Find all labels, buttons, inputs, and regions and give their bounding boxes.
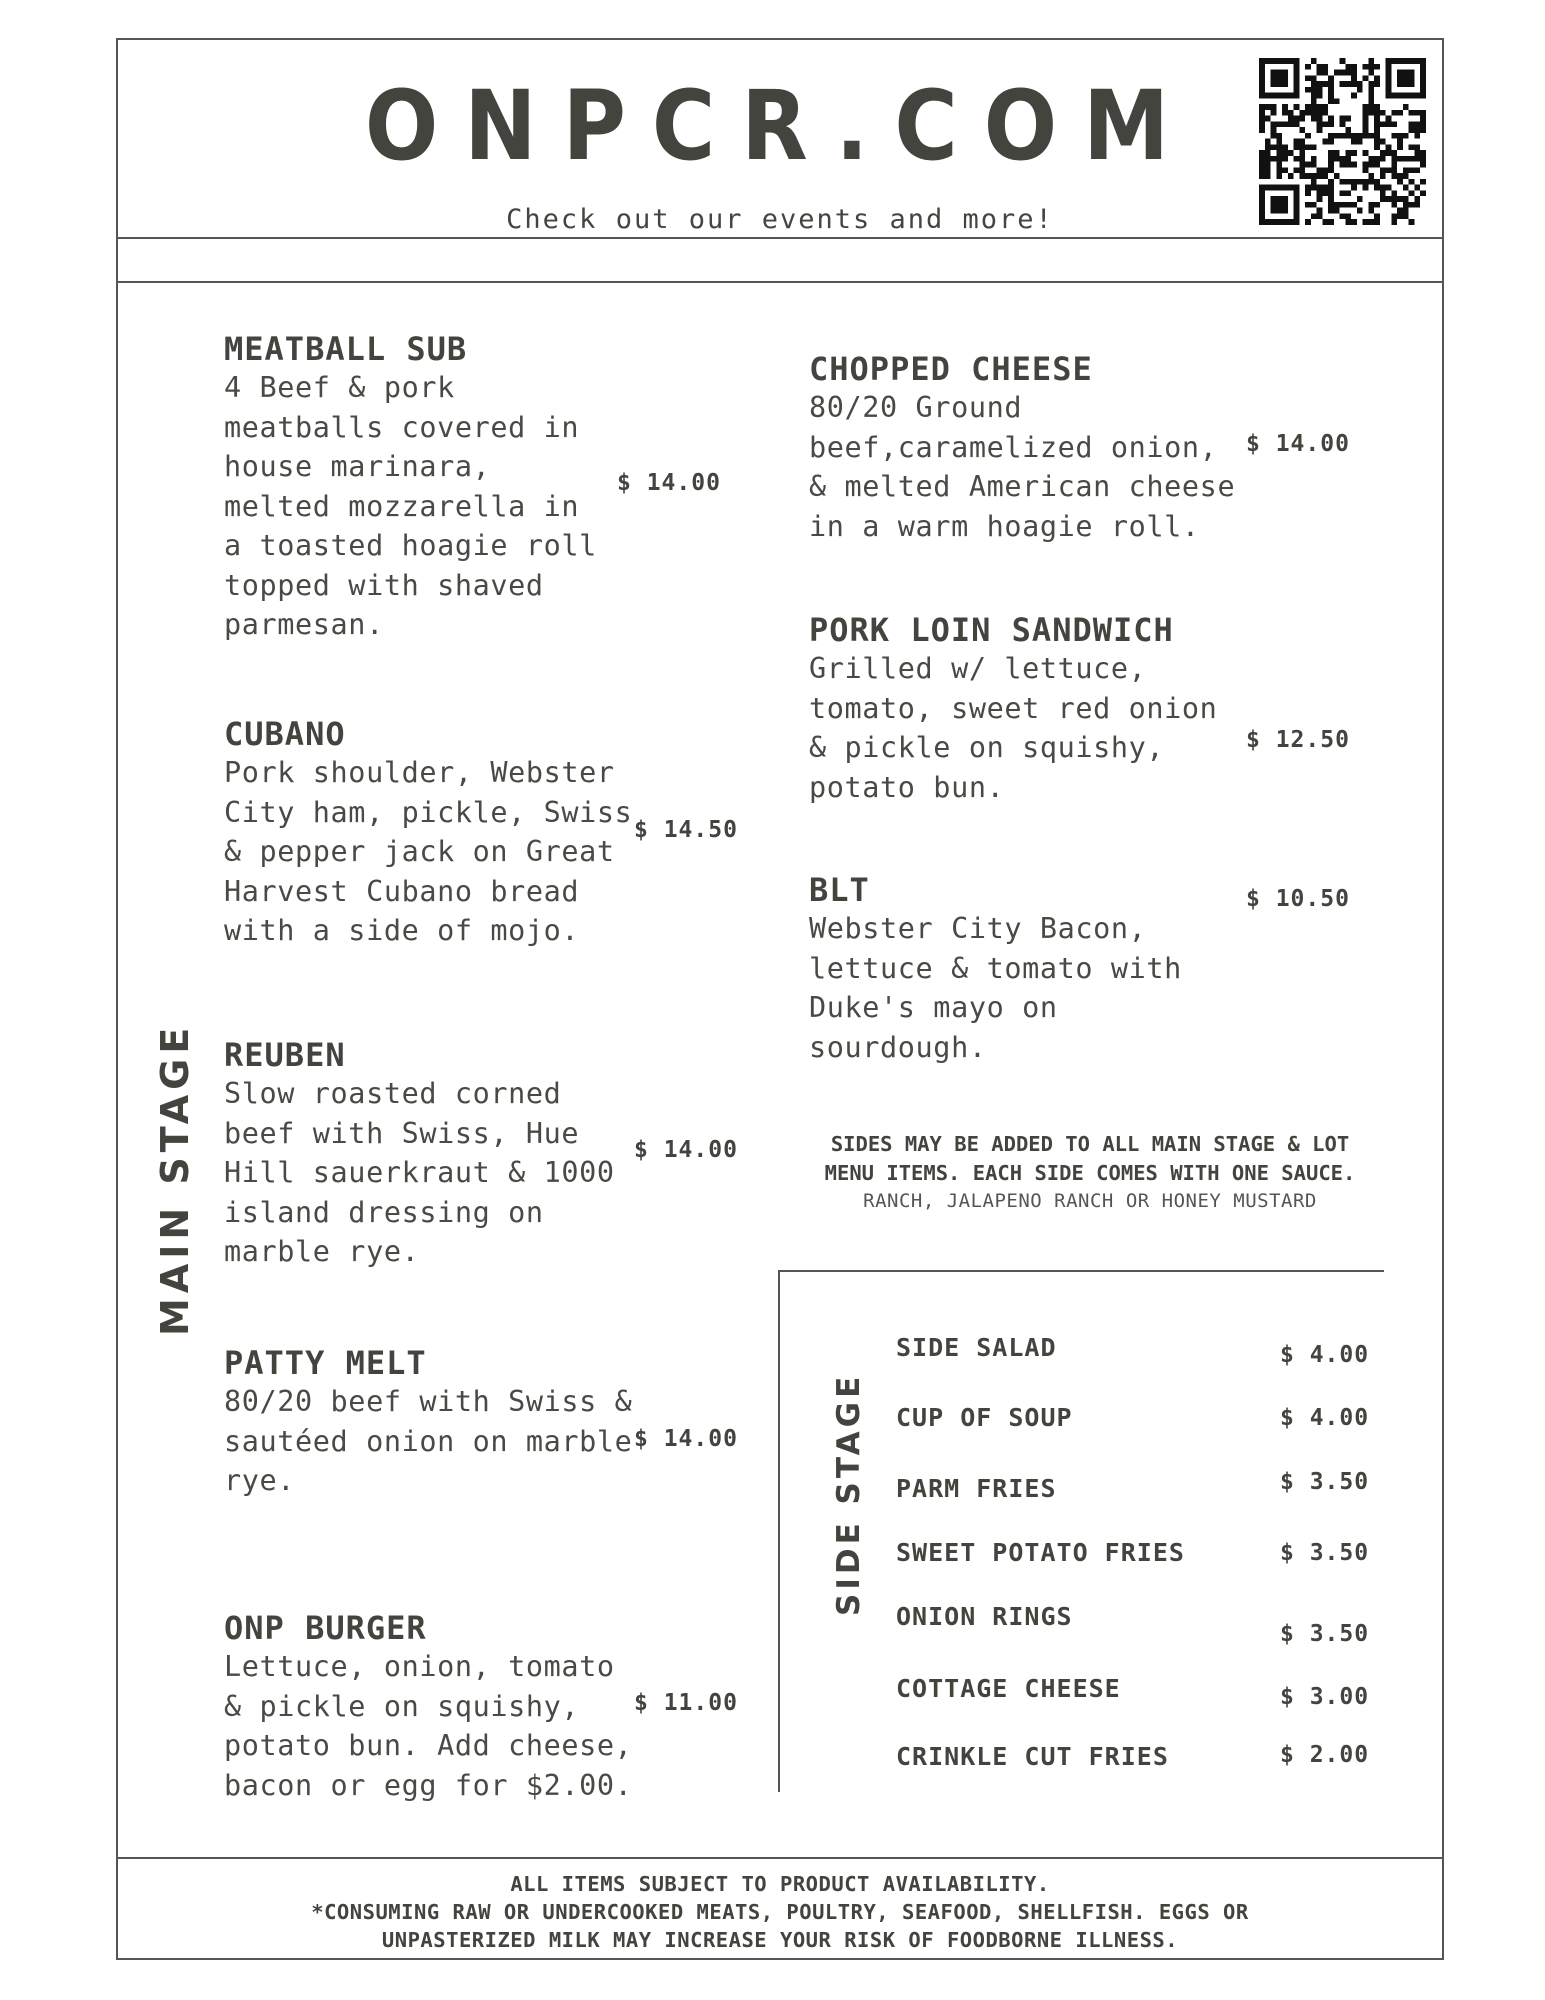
site-subtitle: Check out our events and more! (506, 204, 1054, 235)
menu-item-description-line: Duke's mayo on (809, 991, 1058, 1025)
menu-item-description-line: potato bun. (809, 770, 1005, 804)
side-item-price: $ 4.00 (1280, 1342, 1370, 1368)
menu-item-description-line: & pickle on squishy, (809, 731, 1165, 765)
menu-item-description-line: with a side of mojo. (224, 914, 580, 948)
menu-item-description-line: Hill sauerkraut & 1000 (224, 1156, 615, 1190)
menu-item (224, 1609, 632, 1805)
menu-item-description-line: beef,caramelized onion, (809, 430, 1218, 464)
sides-note (780, 1130, 1400, 1214)
side-item-price: $ 2.00 (1280, 1742, 1370, 1768)
footer-line: *CONSUMING RAW OR UNDERCOOKED MEATS, POULTRY, SEAFOOD, SHELLFISH. EGGS OR (311, 1900, 1249, 1924)
side-item-name: ONION RINGS (896, 1602, 1073, 1631)
menu-item-name: ONP BURGER (224, 1609, 427, 1647)
sides-note-line: MENU ITEMS. EACH SIDE COMES WITH ONE SAUCE. (824, 1161, 1356, 1185)
menu-item-price: $ 14.00 (617, 470, 721, 496)
menu-item-price: $ 14.00 (634, 1137, 738, 1163)
menu-item-description-line: City ham, pickle, Swiss (224, 795, 633, 829)
menu-item-price: $ 14.00 (1246, 431, 1350, 457)
side-stage-left-rule (778, 1270, 780, 1792)
menu-item-name: CUBANO (224, 715, 346, 753)
menu-item-description-line: melted mozzarella in (224, 489, 580, 523)
footer-disclaimer (116, 1870, 1444, 1954)
menu-item-description-line: & pepper jack on Great (224, 835, 615, 869)
menu-item-description-line: a toasted hoagie roll (224, 529, 597, 563)
side-item-name: PARM FRIES (896, 1474, 1057, 1503)
menu-item (809, 350, 1235, 546)
side-item-price: $ 4.00 (1280, 1405, 1370, 1431)
menu-item-description-line: 4 Beef & pork (224, 371, 455, 405)
menu-item (224, 1344, 632, 1501)
menu-item-description-line: rye. (224, 1464, 296, 1498)
menu-item-price: $ 14.50 (634, 817, 738, 843)
header-divider (116, 237, 1444, 239)
side-item-price: $ 3.50 (1280, 1469, 1370, 1495)
menu-item-description-line: Pork shoulder, Webster (224, 756, 615, 790)
menu-item (809, 871, 1182, 1067)
menu-item-description-line: & pickle on squishy, (224, 1689, 580, 1723)
footer-line: UNPASTERIZED MILK MAY INCREASE YOUR RISK OF FOODBORNE ILLNESS. (381, 1928, 1179, 1952)
side-item-price: $ 3.00 (1280, 1684, 1370, 1710)
side-item-name: COTTAGE CHEESE (896, 1674, 1121, 1703)
menu-item-price: $ 10.50 (1246, 886, 1350, 912)
menu-item-description-line: lettuce & tomato with (809, 951, 1182, 985)
sides-note-line: SIDES MAY BE ADDED TO ALL MAIN STAGE & LOT (830, 1132, 1350, 1156)
menu-item-description-line: Harvest Cubano bread (224, 874, 580, 908)
menu-item-name: CHOPPED CHEESE (809, 350, 1093, 388)
footer-divider (116, 1857, 1444, 1859)
menu-item-description-line: sourdough. (809, 1030, 987, 1064)
menu-item-description-line: parmesan. (224, 608, 384, 642)
menu-item-description-line: island dressing on (224, 1195, 544, 1229)
menu-item-description-line: 80/20 beef with Swiss & (224, 1385, 633, 1419)
menu-item-name: PATTY MELT (224, 1344, 427, 1382)
menu-item-description-line: topped with shaved (224, 568, 544, 602)
side-item-name: SIDE SALAD (896, 1333, 1057, 1362)
menu-item-description-line: & melted American cheese (809, 470, 1236, 504)
main-stage-label: MAIN STAGE (153, 1022, 197, 1336)
menu-item-description-line: in a warm hoagie roll. (809, 509, 1200, 543)
menu-item-price: $ 14.00 (634, 1426, 738, 1452)
menu-item-description-line: bacon or egg for $2.00. (224, 1768, 633, 1802)
menu-item-description-line: beef with Swiss, Hue (224, 1116, 580, 1150)
side-stage-label: SIDE STAGE (831, 1372, 867, 1616)
menu-item-description-line: potato bun. Add cheese, (224, 1729, 633, 1763)
menu-item-name: BLT (809, 871, 870, 909)
menu-item-description-line: house marinara, (224, 450, 491, 484)
menu-item (224, 1036, 615, 1272)
side-item-price: $ 3.50 (1280, 1540, 1370, 1566)
side-stage-top-rule (778, 1270, 1384, 1272)
side-item-name: CRINKLE CUT FRIES (896, 1742, 1169, 1771)
site-title[interactable]: ONPCR.COM (364, 70, 1196, 182)
menu-item-description-line: 80/20 Ground (809, 391, 1023, 425)
menu-item-price: $ 11.00 (634, 1690, 738, 1716)
side-item-name: SWEET POTATO FRIES (896, 1538, 1185, 1567)
menu-item-price: $ 12.50 (1246, 727, 1350, 753)
side-item-name: CUP OF SOUP (896, 1403, 1073, 1432)
menu-item-description-line: marble rye. (224, 1235, 420, 1269)
menu-item-description-line: tomato, sweet red onion (809, 691, 1218, 725)
menu-item-description-line: sautéed onion on marble (224, 1424, 633, 1458)
menu-item-description-line: Webster City Bacon, (809, 912, 1147, 946)
menu-item (809, 611, 1217, 807)
menu-item (224, 330, 597, 645)
menu-item (224, 715, 632, 951)
menu-item-description-line: meatballs covered in (224, 410, 580, 444)
menu-item-name: PORK LOIN SANDWICH (809, 611, 1174, 649)
menu-item-name: REUBEN (224, 1036, 346, 1074)
menu-item-description-line: Slow roasted corned (224, 1077, 562, 1111)
qr-code-icon[interactable] (1259, 58, 1426, 225)
band-divider (116, 281, 1444, 283)
footer-line: ALL ITEMS SUBJECT TO PRODUCT AVAILABILITY. (510, 1872, 1050, 1896)
menu-item-description-line: Lettuce, onion, tomato (224, 1650, 615, 1684)
menu-item-name: MEATBALL SUB (224, 330, 468, 368)
menu-item-description-line: Grilled w/ lettuce, (809, 652, 1147, 686)
sauce-options: RANCH, JALAPENO RANCH OR HONEY MUSTARD (863, 1190, 1317, 1212)
side-item-price: $ 3.50 (1280, 1621, 1370, 1647)
